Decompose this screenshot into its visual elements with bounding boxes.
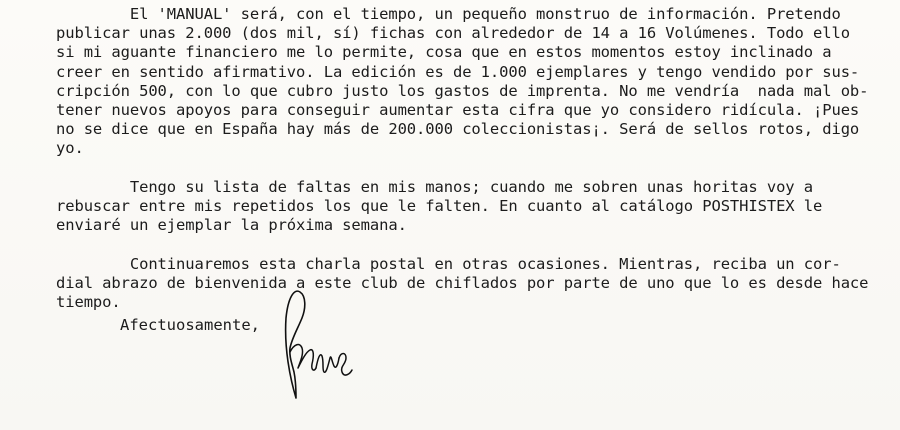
text-line: cripción 500, con lo que cubro justo los gastos de imprenta. No me vendría nada mal ob- — [56, 81, 869, 100]
letter-body — [56, 5, 876, 312]
text-line: El 'MANUAL' será, con el tiempo, un pequeño monstruo de información. Pretendo — [56, 5, 841, 23]
text-line: yo. — [56, 139, 84, 158]
text-line: Continuaremos esta charla postal en otras ocasiones. Mientras, reciba un cor- — [56, 254, 841, 273]
text-line: tiempo. — [56, 293, 121, 312]
paragraph-manual — [56, 5, 876, 159]
signature-stroke — [339, 354, 352, 376]
paragraph-charla — [56, 255, 876, 313]
closing-salutation: Afectuosamente, — [120, 316, 260, 334]
text-line: enviaré un ejemplar la próxima semana. — [56, 216, 407, 235]
text-line: dial abrazo de bienvenida a este club de chiflados por parte de uno que lo es desde hace — [56, 273, 869, 292]
text-line: publicar unas 2.000 (dos mil, sí) fichas con alrededor de 14 a 16 Volúmenes. Todo ello — [56, 24, 850, 43]
text-line: no se dice que en España hay más de 200.000 coleccionistas¡. Será de sellos rotos, digo — [56, 120, 860, 139]
paragraph-faltas — [56, 178, 876, 236]
text-line: creer en sentido afirmativo. La edición es de 1.000 ejemplares y tengo vendido por sus- — [56, 62, 860, 81]
paragraph-spacer — [56, 159, 876, 178]
text-line: rebuscar entre mis repetidos los que le falten. En cuanto al catálogo POSTHISTEX le — [56, 197, 823, 216]
paragraph-spacer — [56, 235, 876, 254]
signature-stroke — [286, 291, 305, 398]
signature-stroke — [290, 345, 316, 371]
text-line: si mi aguante financiero me lo permite, cosa que en estos momentos estoy inclinado a — [56, 43, 832, 62]
signature-stroke — [316, 355, 339, 373]
text-line: tener nuevos apoyos para conseguir aumentar esta cifra que yo considero ridícula. ¡Pues — [56, 101, 860, 120]
handwritten-signature-icon — [262, 278, 362, 408]
text-line: Tengo su lista de faltas en mis manos; cuando me sobren unas horitas voy a — [56, 177, 814, 196]
